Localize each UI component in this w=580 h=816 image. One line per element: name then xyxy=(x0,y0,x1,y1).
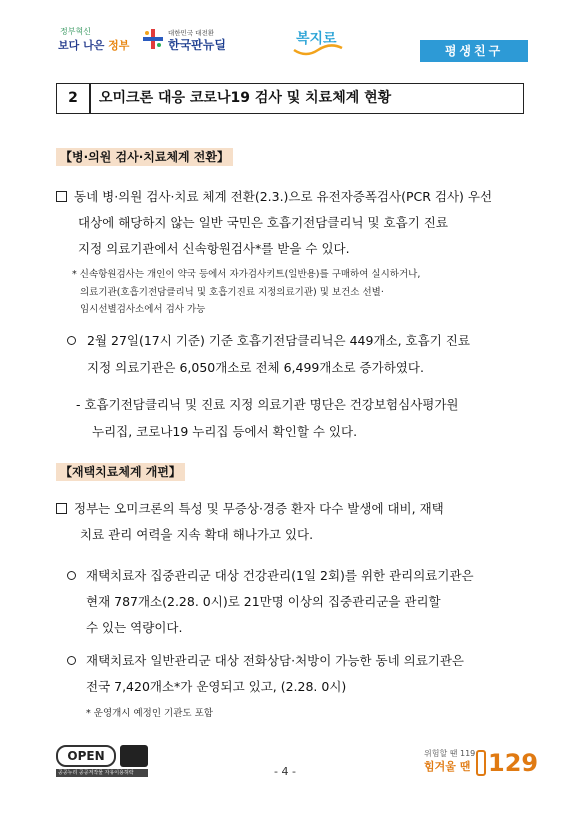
s1-p3-line2: 누리집, 코로나19 누리집 등에서 확인할 수 있다. xyxy=(92,424,358,439)
square-bullet-icon xyxy=(56,503,67,514)
page-number: - 4 - xyxy=(274,765,296,778)
s1-p1-line2: 대상에 해당하지 않는 일반 국민은 호흡기전담클리닉 및 호흡기 진료 xyxy=(78,215,448,230)
circle-bullet-icon xyxy=(67,336,76,345)
person-icon xyxy=(120,745,148,767)
s2-p2-line3: 수 있는 역량이다. xyxy=(86,620,183,635)
bokjiro-logo xyxy=(296,28,337,48)
s2-p3-line2: 전국 7,420개소*가 운영되고 있고, (2.28. 0시) xyxy=(86,679,347,694)
government-innovation-logo xyxy=(56,22,138,58)
s1-note-line3: 임시선별검사소에서 검사 가능 xyxy=(80,304,206,315)
s1-p2-line1: 2월 27일(17시 기준) 기준 호흡기전담클리닉은 449개소, 호흡기 진료 xyxy=(87,333,470,348)
section1-heading: 【병·의원 검사·치료체계 전환】 xyxy=(56,148,233,166)
hotline-number: 129 xyxy=(488,749,539,777)
s1-p1-line1: 동네 병·의원 검사·치료 체계 전환(2.3.)으로 유전자증폭검사(PCR 검사) 우선 xyxy=(74,189,493,204)
section2-heading: 【재택치료체계 개편】 xyxy=(56,463,185,481)
new-deal-mark-icon xyxy=(142,28,164,50)
s1-p3-line1: - 호흡기전담클리닉 및 진료 지정 의료기관 명단은 건강보험심사평가원 xyxy=(76,397,459,412)
hotline-main-text: 힘겨울 땐 xyxy=(424,760,471,773)
section-number: 2 xyxy=(57,84,91,113)
s1-note-line1: * 신속항원검사는 개인이 약국 등에서 자가검사키트(일반용)를 구매하여 실시하거나, xyxy=(72,269,421,280)
s1-p2-line2: 지정 의료기관은 6,050개소로 전체 6,499개소로 증가하였다. xyxy=(87,360,424,375)
s1-p1-line3: 지정 의료기관에서 신속항원검사*를 받을 수 있다. xyxy=(78,241,350,256)
s2-p1-line2: 치료 관리 여력을 지속 확대 해나가고 있다. xyxy=(80,527,314,542)
bokjiro-wave-icon xyxy=(292,44,344,56)
s2-p1-line1: 정부는 오미크론의 특성 및 무증상·경증 환자 다수 발생에 대비, 재택 xyxy=(74,501,444,516)
logo1-top-text: 정부혁신 xyxy=(60,27,91,36)
circle-bullet-icon xyxy=(67,571,76,580)
logo2-main-text: 한국판뉴딜 xyxy=(168,38,226,52)
phone-icon xyxy=(476,750,486,776)
s2-p2-line1: 재택치료자 집중관리군 대상 건강관리(1일 2회)를 위한 관리의료기관은 xyxy=(86,568,474,583)
logo1-main-text: 보다 나은 정부 xyxy=(58,39,130,52)
open-sub-text: 공공누리 공공저작물 자유이용허락 xyxy=(56,769,148,777)
open-license-badge xyxy=(56,745,152,777)
section-title: 오미크론 대응 코로나19 검사 및 치료체계 현황 xyxy=(99,90,392,106)
s2-note: * 운영개시 예정인 기관도 포함 xyxy=(86,708,213,719)
section-title-box xyxy=(56,83,524,114)
bokjiro-text: 복지로 xyxy=(296,31,337,47)
s2-p3-line1: 재택치료자 일반관리군 대상 전화상담·처방이 가능한 동네 의료기관은 xyxy=(86,653,464,668)
hotline-logo xyxy=(424,748,539,780)
square-bullet-icon xyxy=(56,191,67,202)
s2-p2-line2: 현재 787개소(2.28. 0시)로 21만명 이상의 집중관리군을 관리할 xyxy=(86,594,441,609)
hotline-top-text: 위험할 땐 119 xyxy=(424,749,476,758)
open-label: OPEN xyxy=(56,745,116,767)
lifelong-friend-tag: 평생친구 xyxy=(420,40,528,62)
circle-bullet-icon xyxy=(67,656,76,665)
s1-note-line2: 의료기관(호흡기전담클리닉 및 호흡기진료 지정의료기관) 및 보건소 선별· xyxy=(80,287,384,298)
korean-new-deal-logo xyxy=(142,22,252,58)
logo2-top-text: 대한민국 대전환 xyxy=(168,29,215,37)
